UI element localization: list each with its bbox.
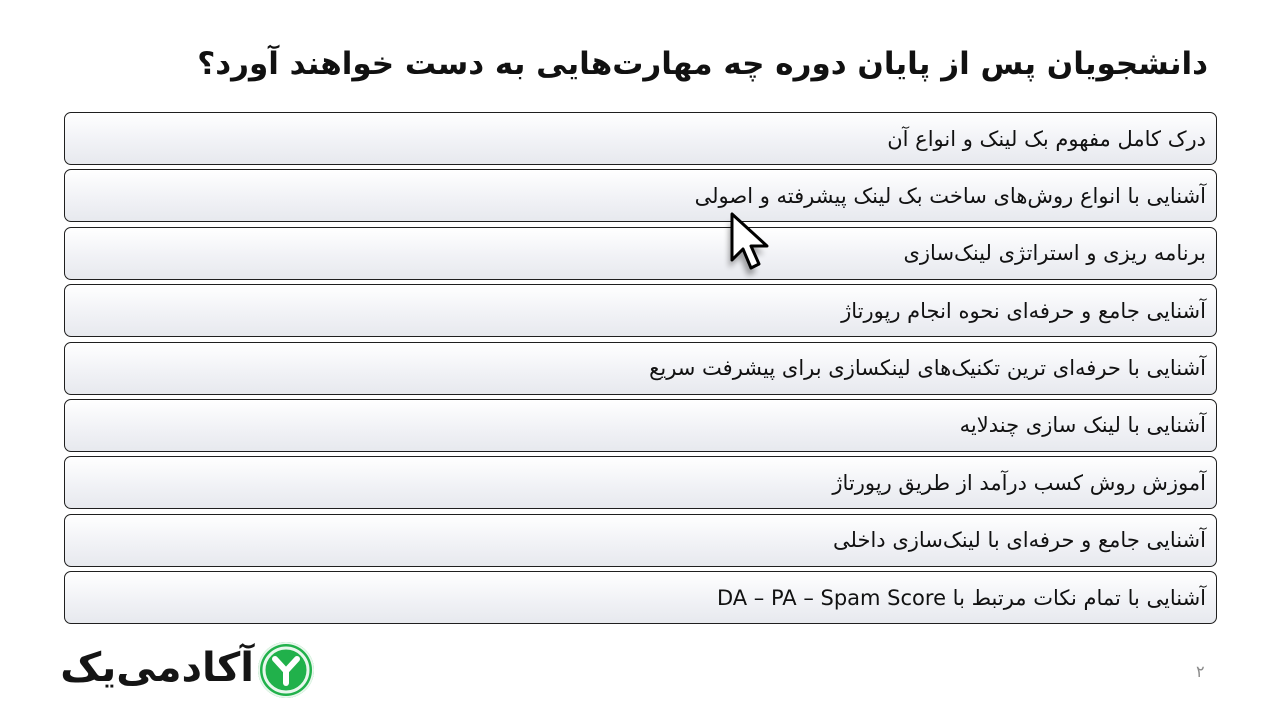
list-item xyxy=(64,284,1217,337)
slide-title: دانشجویان پس از پایان دوره چه مهارت‌هایی به دست خواهند آورد؟ xyxy=(197,46,1208,82)
list-item xyxy=(64,112,1217,165)
list-item-text: آشنایی با لینک سازی چندلایه xyxy=(959,413,1206,438)
list-item-text: آشنایی با انواع روش‌های ساخت بک لینک پیشرفته و اصولی xyxy=(694,183,1206,208)
list-item xyxy=(64,342,1217,395)
list-item-text: آشنایی با حرفه‌ای ترین تکنیک‌های لینکسازی برای پیشرفت سریع xyxy=(649,356,1206,381)
list-item-text: آموزش روش کسب درآمد از طریق رپورتاژ xyxy=(832,470,1206,495)
brand-logo xyxy=(26,636,296,698)
list-item-text: برنامه ریزی و استراتژی لینک‌سازی xyxy=(903,241,1206,266)
list-item xyxy=(64,456,1217,509)
logo-text: آکادمی‌یک xyxy=(60,645,254,691)
list-item-text: آشنایی جامع و حرفه‌ای با لینک‌سازی داخلی xyxy=(833,528,1206,553)
list-item xyxy=(64,514,1217,567)
list-item xyxy=(64,571,1217,624)
green-circle-y-icon xyxy=(258,642,314,698)
list-item xyxy=(64,399,1217,452)
list-item xyxy=(64,169,1217,222)
page-number: ۲ xyxy=(1196,662,1205,681)
list-item-text: آشنایی با تمام نکات مرتبط با DA – PA – Spam Score xyxy=(716,585,1206,610)
list-item-text: درک کامل مفهوم بک لینک و انواع آن xyxy=(887,126,1206,151)
list-item-text: آشنایی جامع و حرفه‌ای نحوه انجام رپورتاژ xyxy=(841,298,1206,323)
list-item xyxy=(64,227,1217,280)
skills-list xyxy=(64,112,1217,629)
